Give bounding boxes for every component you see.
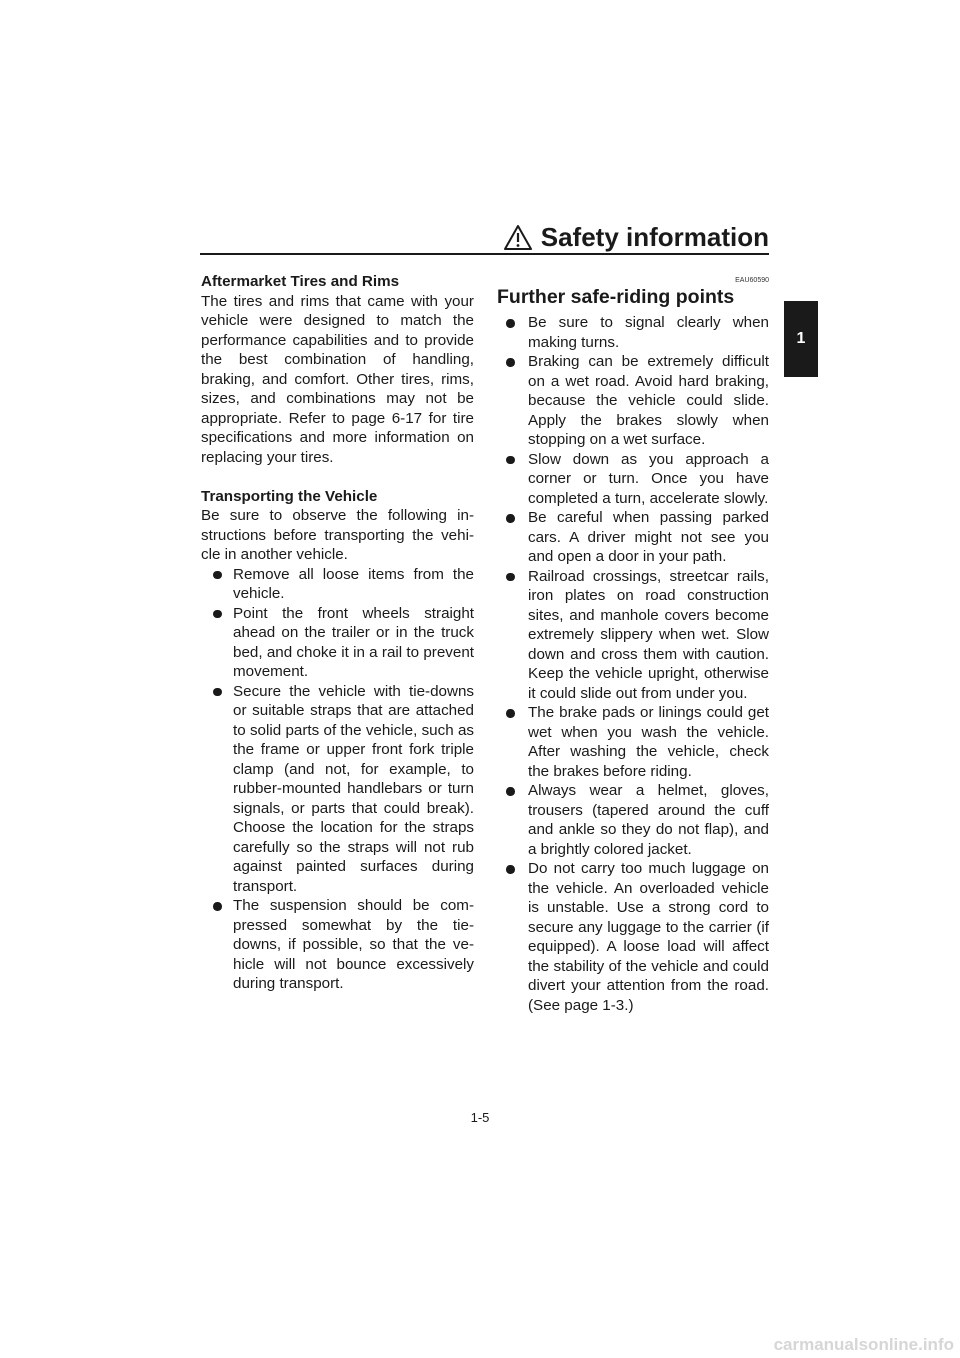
bullet-icon xyxy=(506,358,515,367)
warning-triangle-icon xyxy=(503,224,533,251)
watermark: carmanualsonline.info xyxy=(773,1335,954,1354)
list-item: Slow down as you approach a corner or turn. Once you have completed a turn, accelerate slowly. xyxy=(497,450,769,509)
section-intro-transporting: Be sure to observe the following instructions before transporting the vehicle in another vehicle. xyxy=(201,507,474,563)
list-item: Do not carry too much luggage on the vehicle. An overloaded vehicle is unstable. Use a strong cord to secure any luggage to the carrier (if equipped). A loose load will affect the stability of the vehicle and could divert your attention from the road. (See page 1-3.) xyxy=(497,859,769,1015)
chapter-tab-number: 1 xyxy=(796,330,806,347)
list-item: Braking can be extremely difficult on a wet road. Avoid hard braking, because the vehicle could slide. Apply the brakes slowly when stopping on a wet surface. xyxy=(497,352,769,450)
bullet-icon xyxy=(213,571,222,580)
bullet-icon xyxy=(506,573,515,582)
section-body-aftermarket: The tires and rims that came with your vehicle were designed to match the performance capabilities and to provide the best combination of handling, braking, and comfort. Other tires, rims, sizes, and combinations may not be appropriate. Refer to page 6-17 for tire specifications and more information on replacing your tires. xyxy=(201,292,474,466)
list-item: The brake pads or linings could get wet when you wash the vehicle. After washing the vehicle, check the brakes before riding. xyxy=(497,703,769,781)
bullet-icon xyxy=(213,610,222,619)
page-number: 1-5 xyxy=(470,1110,490,1125)
list-item: The suspension should be compressed somewhat by the tiedowns, if possible, so that the vehicle will not bounce excessively during transport. xyxy=(201,896,474,994)
list-item: Secure the vehicle with tie-downs or suitable straps that are attached to solid parts of the vehicle, such as the frame or upper front fork triple clamp (and not, for example, to rubber-mounted handlebars or turn signals, or parts that could break). Choose the location for the straps carefully so the straps will not rub against painted surfaces during transport. xyxy=(201,682,474,897)
transport-list xyxy=(201,565,474,994)
bullet-icon xyxy=(506,456,515,465)
list-item: Be sure to signal clearly when making turns. xyxy=(497,313,769,352)
right-column xyxy=(497,276,769,1015)
reference-code: EAU60590 xyxy=(735,277,769,284)
left-column xyxy=(201,272,474,994)
safe-riding-list xyxy=(497,313,769,1015)
list-item: Always wear a helmet, gloves, trousers (tapered around the cuff and ankle so they do not flap), and a brightly colored jacket. xyxy=(497,781,769,859)
section-heading-safe-riding: Further safe-riding points xyxy=(497,286,735,308)
page-title: Safety information xyxy=(540,222,769,252)
page-header xyxy=(503,222,769,253)
chapter-tab xyxy=(784,301,818,377)
bullet-icon xyxy=(506,709,515,718)
header-divider xyxy=(200,253,769,255)
section-heading-aftermarket: Aftermarket Tires and Rims xyxy=(201,273,400,290)
bullet-icon xyxy=(506,514,515,523)
bullet-icon xyxy=(213,902,222,911)
bullet-icon xyxy=(506,319,515,328)
list-item: Be careful when passing parked cars. A driver might not see you and open a door in your path. xyxy=(497,508,769,567)
bullet-icon xyxy=(506,865,515,874)
bullet-icon xyxy=(213,688,222,697)
list-item: Remove all loose items from the vehicle. xyxy=(201,565,474,604)
list-item: Point the front wheels straight ahead on the trailer or in the truck bed, and choke it in a rail to prevent movement. xyxy=(201,604,474,682)
bullet-icon xyxy=(506,787,515,796)
section-heading-transporting: Transporting the Vehicle xyxy=(201,487,378,505)
list-item: Railroad crossings, streetcar rails, iron plates on road construction sites, and manhole covers become extremely slippery when wet. Slow down and cross them with caution. Keep the vehicle upright, otherwise it could slide out from under you. xyxy=(497,567,769,704)
